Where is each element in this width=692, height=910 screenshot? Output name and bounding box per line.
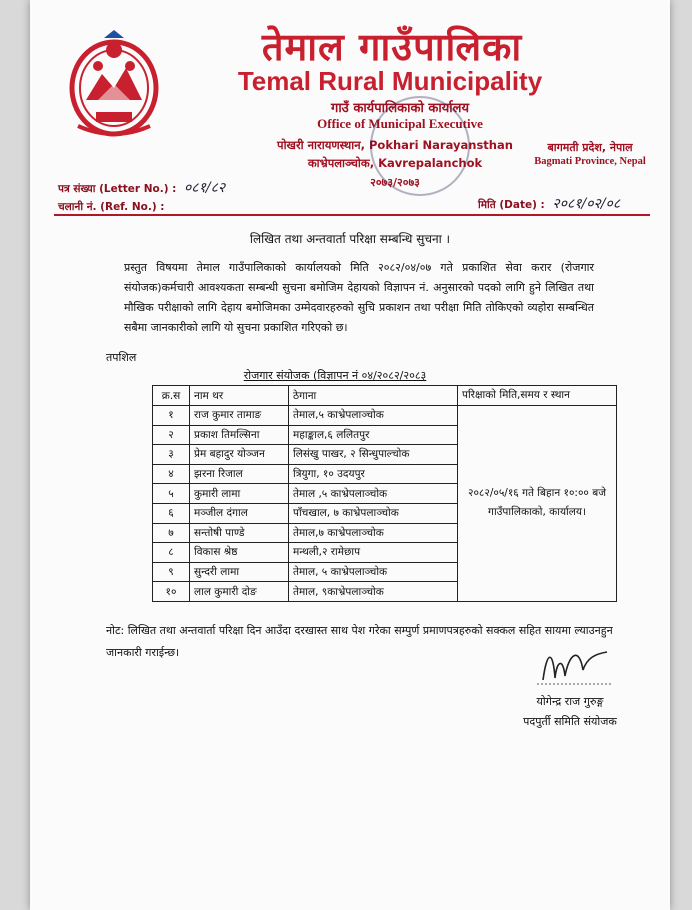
cell-name: मञ्जील दंगाल	[190, 503, 289, 523]
date-label: मिति (Date) :	[478, 199, 545, 211]
col-header-address: ठेगाना	[289, 386, 458, 406]
cell-name: राज कुमार तामाङ	[190, 406, 289, 426]
letter-page	[30, 0, 670, 910]
cell-name: प्रकाश तिमल्सिना	[190, 425, 289, 445]
cell-name: कुमारी लामा	[190, 484, 289, 504]
address-line-1: पोखरी नारायणस्थान, Pokhari Narayansthan	[277, 138, 513, 152]
col-header-sn: क्र.स	[153, 386, 190, 406]
province-english: Bagmati Province, Nepal	[534, 156, 646, 167]
cell-sn: ३	[153, 445, 190, 465]
notice-body: प्रस्तुत विषयमा तेमाल गाउँपालिकाको कार्यालयको मिति २०८२/०४/०७ गते प्रकाशित सेवा करार (रोजगार संयोजक)कर्मचारी आवश्यकता सम्बन्धी सुचना बमोजिम देहायको विज्ञापन नं. अनुसारको पदको लागि हुने लिखित तथा मौखिक परीक्षाको लागि देहाय बमोजिमका उम्मेदवारहरुको सुचि प्रकाशन तथा परीक्षा मिति तोकिएको व्यहोरा सम्बन्धित सबैमा जानकारीको लागि यो सुचना प्रकाशित गरिएको छ।	[124, 261, 594, 334]
cell-name: झरना रिजाल	[190, 464, 289, 484]
cell-address: तेमाल,५ काभ्रेपलाञ्चोक	[289, 406, 458, 426]
signatory-name: योगेन्द्र राज गुरुङ्ग	[536, 695, 604, 708]
col-header-name: नाम थर	[190, 386, 289, 406]
cell-sn: ४	[153, 464, 190, 484]
cell-sn: ९	[153, 562, 190, 582]
letter-number-label: पत्र संख्या (Letter No.) :	[58, 183, 177, 195]
office-stamp	[370, 96, 470, 196]
table-title: रोजगार संयोजक (विज्ञापन नं ०४/२०८२/२०८३	[243, 369, 427, 382]
letter-number-value: ०८१/८२	[184, 180, 226, 196]
table-header-row	[153, 386, 617, 406]
cell-address: त्रियुगा, १० उदयपुर	[289, 464, 458, 484]
cell-address: महाङ्काल,६ ललितपुर	[289, 425, 458, 445]
municipality-title-english: Temal Rural Municipality	[237, 66, 543, 96]
province-nepali: बागमती प्रदेश, नेपाल	[547, 141, 633, 154]
cell-sn: ६	[153, 503, 190, 523]
cell-address: लिसंखु पाखर, २ सिन्धुपाल्चोक	[289, 445, 458, 465]
notice-note: नोट: लिखित तथा अन्तवार्ता परिक्षा दिन आउँदा दरखास्त साथ पेश गरेका सम्पुर्ण प्रमाणपत्रहरुको सक्कल सहित सायमा ल्याउनहुन जानकारी गराईन्छ।	[106, 624, 613, 659]
cell-sn: ८	[153, 543, 190, 563]
table-row	[153, 406, 617, 426]
header-divider	[54, 214, 650, 216]
cell-address: पाँचखाल, ७ काभ्रेपलाञ्चोक	[289, 503, 458, 523]
cell-name: सन्तोषी पाण्डे	[190, 523, 289, 543]
address-line-2: काभ्रेपलाञ्चोक, Kavrepalanchok	[307, 156, 483, 170]
cell-sn: १	[153, 406, 190, 426]
cell-exam-info: २०८२/०५/१६ गते बिहान १०:०० बजे गाउँपालिकाको, कार्यालय।	[458, 406, 617, 602]
cell-address: तेमाल, ९काभ्रेपलाञ्चोक	[289, 582, 458, 602]
office-name-english: Office of Municipal Executive	[317, 116, 483, 131]
details-label: तपशिल	[106, 351, 137, 364]
ref-number-label: चलानी नं. (Ref. No.) :	[58, 201, 165, 213]
cell-name: लाल कुमारी दोङ	[190, 582, 289, 602]
cell-sn: २	[153, 425, 190, 445]
cell-address: तेमाल, ५ काभ्रेपलाञ्चोक	[289, 562, 458, 582]
cell-address: तेमाल,७ काभ्रेपलाञ्चोक	[289, 523, 458, 543]
signatory-title: पदपुर्ती समिति संयोजक	[523, 715, 617, 728]
cell-address: तेमाल ,५ काभ्रेपलाञ्चोक	[289, 484, 458, 504]
cell-name: विकास श्रेष्ठ	[190, 543, 289, 563]
government-emblem-logo	[68, 30, 160, 140]
candidate-table	[152, 385, 617, 602]
cell-name: सुन्दरी लामा	[190, 562, 289, 582]
letter-meta-left	[58, 178, 225, 218]
cell-sn: ५	[153, 484, 190, 504]
letter-date	[478, 194, 620, 213]
date-value: २०८१/०२/०८	[552, 196, 621, 212]
handwritten-signature	[535, 640, 615, 690]
office-name-nepali: गाउँ कार्यपालिकाको कार्यालय	[331, 101, 469, 116]
cell-address: मन्थली,२ रामेछाप	[289, 543, 458, 563]
col-header-exam: परिक्षाको मिति,समय र स्थान	[458, 386, 617, 406]
cell-name: प्रेम बहादुर योञ्जन	[190, 445, 289, 465]
notice-subject: लिखित तथा अन्तवार्ता परिक्षा सम्बन्धि सुचना ।	[249, 232, 451, 246]
letter-number-row	[58, 178, 225, 198]
cell-sn: १०	[153, 582, 190, 602]
establishment-year: २०७३/२०७३	[370, 176, 420, 189]
municipality-title-nepali: तेमाल गाउँपालिका	[261, 25, 523, 69]
cell-sn: ७	[153, 523, 190, 543]
